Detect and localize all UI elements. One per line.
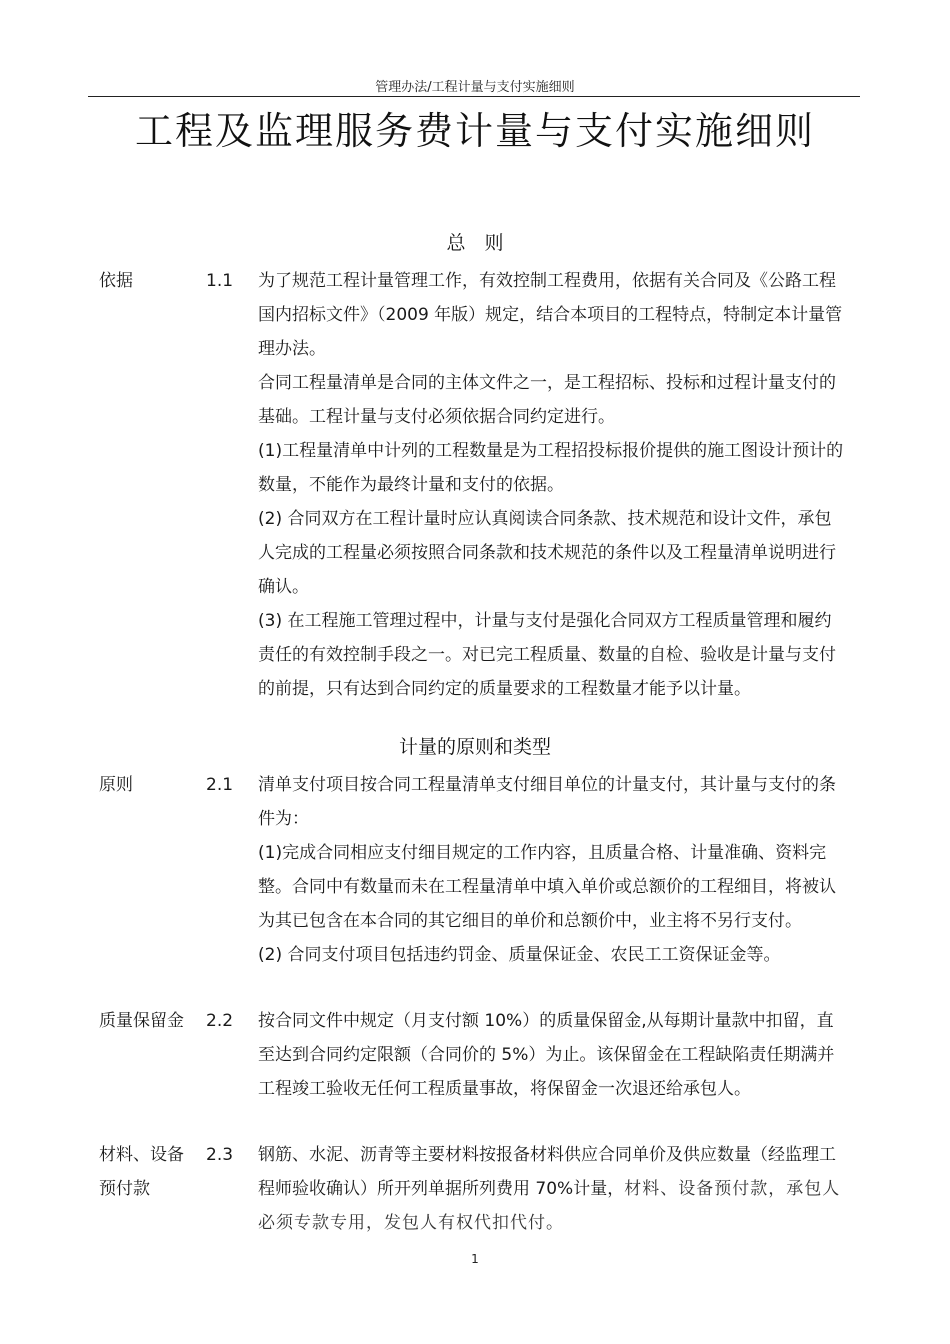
clause-paragraph: (1)完成合同相应支付细目规定的工作内容，且质量合格、计量准确、资料完整。合同中有数量而未在工程量清单中填入单价或总额价的工程细目，将被认为其已包含在本合同的其它细目的单价和总额价中，业主将不另行支付。 bbox=[258, 843, 836, 931]
clause-paragraph: (3) 在工程施工管理过程中，计量与支付是强化合同双方工程质量管理和履约责任的有效控制手段之一。对已完工程质量、数量的自检、验收是计量与支付的前提，只有达到合同约定的质量要求的工程数量才能予以计量。 bbox=[258, 611, 836, 699]
section-title-general: 总 则 bbox=[446, 232, 504, 254]
clause-label: 质量保留金 bbox=[99, 1011, 184, 1031]
clause-number: 2.2 bbox=[206, 1011, 234, 1031]
clause-body bbox=[258, 1004, 848, 1106]
clause-paragraph: 清单支付项目按合同工程量清单支付细目单位的计量支付，其计量与支付的条件为： bbox=[258, 775, 836, 829]
clause-paragraph: (1)工程量清单中计列的工程数量是为工程招投标报价提供的施工图设计预计的数量，不能作为最终计量和支付的依据。 bbox=[258, 441, 844, 495]
clause-paragraph: 为了规范工程计量管理工作，有效控制工程费用，依据有关合同及《公路工程国内招标文件》（2009 年版）规定，结合本项目的工程特点，特制定本计量管理办法。 bbox=[258, 271, 843, 359]
clause-text: 钢筋、水泥、沥青等主要材料按报备材料供应合同单价及供应数量（经监理工程师验收确认）所开列单据所列费用 70%计量， bbox=[258, 1145, 836, 1199]
clause-label: 材料、设备预付款 bbox=[99, 1145, 184, 1199]
clause-label: 依据 bbox=[99, 271, 133, 291]
clause-number: 1.1 bbox=[206, 271, 234, 291]
clause-number: 2.3 bbox=[206, 1145, 234, 1165]
clause-paragraph: (2) 合同双方在工程计量时应认真阅读合同条款、技术规范和设计文件，承包人完成的工程量必须按照合同条款和技术规范的条件以及工程量清单说明进行确认。 bbox=[258, 509, 836, 597]
clause-text-serif: 材料、设备预付款，承包人必须专款专用，发包人有权代扣代付。 bbox=[258, 1179, 841, 1233]
clause-paragraph: (2) 合同支付项目包括违约罚金、质量保证金、农民工工资保证金等。 bbox=[258, 945, 781, 965]
clause-number: 2.1 bbox=[206, 775, 234, 795]
clause-paragraph: 合同工程量清单是合同的主体文件之一，是工程招标、投标和过程计量支付的基础。工程计量与支付必须依据合同约定进行。 bbox=[258, 373, 836, 427]
header-divider bbox=[88, 96, 860, 97]
page-number: 1 bbox=[471, 1252, 479, 1266]
running-title: 管理办法/工程计量与支付实施细则 bbox=[375, 80, 575, 95]
clause-body bbox=[258, 1138, 848, 1240]
clause-paragraph: 按合同文件中规定（月支付额 10%）的质量保留金,从每期计量款中扣留，直至达到合同约定限额（合同价的 5%）为止。该保留金在工程缺陷责任期满并工程竣工验收无任何工程质量事故，将保留金一次退还给承包人。 bbox=[258, 1011, 835, 1099]
section-title-principles: 计量的原则和类型 bbox=[398, 736, 551, 758]
clause-paragraph bbox=[258, 1138, 848, 1240]
document-title: 工程及监理服务费计量与支付实施细则 bbox=[134, 109, 815, 153]
clause-body bbox=[258, 768, 848, 972]
clause-body bbox=[258, 264, 848, 706]
clause-label: 原则 bbox=[99, 775, 133, 795]
